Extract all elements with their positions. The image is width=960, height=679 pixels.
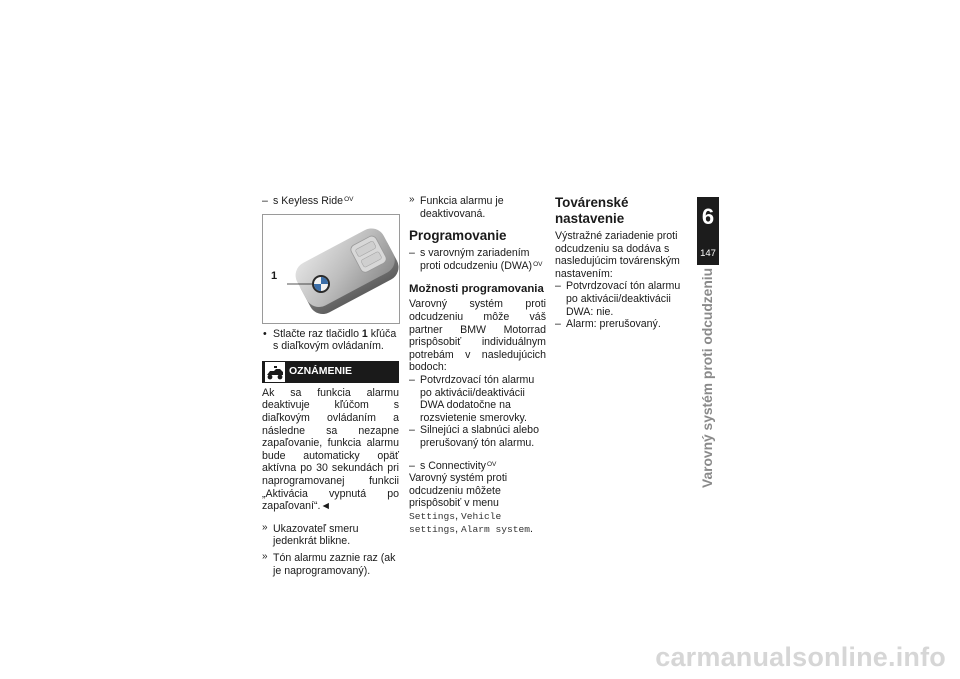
watermark: carmanualsonline.info xyxy=(655,642,946,672)
key-fob-figure xyxy=(262,214,400,324)
menu-path-alarm-system: Alarm system xyxy=(460,524,531,536)
motorcycle-warning-icon xyxy=(264,361,286,383)
notice-box xyxy=(262,361,399,383)
heading-factory-settings: Továrenské nastavenie xyxy=(555,195,629,226)
variant-label: s Keyless Ride xyxy=(273,195,344,207)
notice-body: Ak sa funkcia alarmu deaktivuje kľúčom s diaľkovým ovládaním a následne sa nezapne zapaľovanie, funkcia alarmu bude automaticky opäť aktívna po 30 sekundách pri naprogramovanej funkcii „Aktivácia vypnutá po zapaľovaní“. xyxy=(262,386,399,513)
variant-dwa xyxy=(409,247,546,272)
step-ref-number: 1 xyxy=(361,327,368,340)
column-3 xyxy=(555,195,690,331)
notice-text xyxy=(262,387,399,513)
connectivity-label: s Connectivity xyxy=(420,459,486,472)
notice-title: OZNÁMENIE xyxy=(289,365,352,378)
figure-callout-1: 1 xyxy=(271,269,278,282)
variant-connectivity xyxy=(409,460,546,473)
option-item: – Potvrdzovací tón alarmu po aktivácii/deaktivácii DWA dodatočne na rozsvietenie smerovky. xyxy=(409,374,546,424)
option-item: – Silnejúci a slabnúci alebo prerušovaný tón alarmu. xyxy=(409,424,546,449)
variant-keyless-ride xyxy=(262,195,399,208)
menu-path-vehicle-settings: Vehicle settings xyxy=(409,510,502,536)
connectivity-text: Varovný systém proti odcudzeniu môžete prispôsobiť v menu Settings, Vehicle settings, Alarm system. xyxy=(409,472,533,536)
page-number: 147 xyxy=(700,248,716,259)
step-text-after: kľúča s diaľkovým ovládaním. xyxy=(273,327,397,353)
option-sup: OV xyxy=(486,460,497,468)
factory-settings-text: Výstražné zariadenie proti odcudzeniu sa dodáva s nasledujúcim továrenským nastavením: xyxy=(555,230,680,280)
chapter-title-vertical: Varovný systém proti odcudzeniu xyxy=(700,267,715,488)
menu-path-settings: Settings xyxy=(409,510,456,522)
option-sup: OV xyxy=(344,196,354,203)
result-item: » Ukazovateľ smeru jedenkrát blikne. xyxy=(262,523,399,548)
step-text-before: Stlačte raz tlačidlo xyxy=(273,327,362,340)
options-text: Varovný systém proti odcudzeniu môže váš partner BMW Motorrad prispôsobiť individuálnym potrebám v nasledujúcich bodoch: xyxy=(409,298,546,374)
column-2 xyxy=(409,195,546,537)
chapter-number: 6 xyxy=(701,204,715,229)
dwa-label: s varovným zariadením proti odcudzeniu (DWA) xyxy=(420,247,533,272)
factory-setting-item: – Potvrdzovací tón alarmu po aktivácii/deaktivácii DWA: nie. xyxy=(555,280,690,318)
heading-programming: Programovanie xyxy=(409,228,507,244)
column-1 xyxy=(262,195,399,577)
option-sup: OV xyxy=(533,260,543,268)
chapter-tab xyxy=(697,197,719,265)
step-press-button xyxy=(262,328,399,353)
end-mark-icon: ◄ xyxy=(320,500,331,513)
key-fob-illustration xyxy=(263,215,399,323)
result-deactivated: » Funkcia alarmu je deaktivovaná. xyxy=(409,195,546,220)
factory-setting-item: – Alarm: prerušovaný. xyxy=(555,318,690,331)
heading-programming-options: Možnosti programovania xyxy=(409,283,544,296)
connectivity-body: Varovný systém proti odcudzeniu môžete prispôsobiť v menu xyxy=(409,472,508,510)
result-item: » Tón alarmu zaznie raz (ak je naprogramovaný). xyxy=(262,552,399,577)
